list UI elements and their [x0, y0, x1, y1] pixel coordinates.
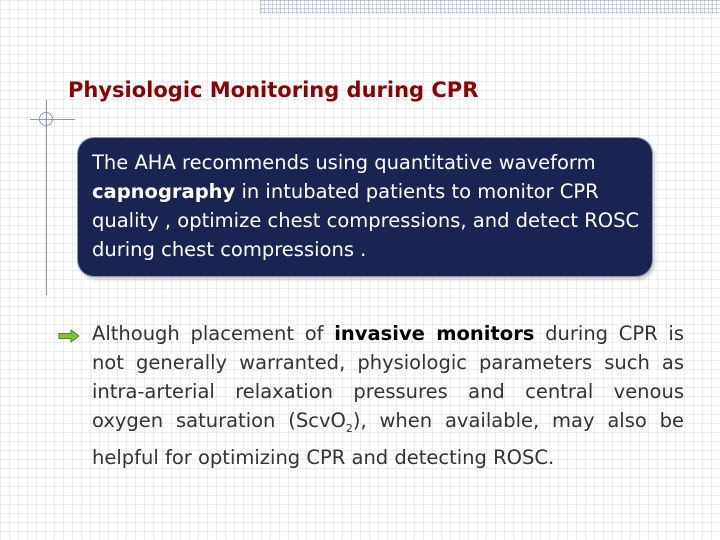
bullet-bold-term: invasive monitors [334, 322, 535, 345]
slide-title: Physiologic Monitoring during CPR [68, 78, 479, 102]
decorative-vertical-line [46, 100, 47, 295]
bullet-text-part2: during CPR is not generally warranted, physiologic parameters such as intra-arterial relaxation pressures and central venous oxygen saturation (ScvO [92, 322, 684, 432]
bullet-text-part1: Although placement of [92, 322, 335, 345]
callout-box [78, 138, 652, 276]
header-pattern [260, 0, 720, 14]
bullet-subscript: 2 [345, 421, 353, 435]
callout-text-part2: in intubated patients to monitor CPR quality , optimize chest compressions, and detect ROSC during chest compressions . [92, 180, 640, 261]
callout-text-part1: The AHA recommends using quantitative waveform [92, 151, 596, 174]
decorative-circle [39, 112, 53, 126]
bullet-text [92, 319, 684, 472]
arrow-right-icon [58, 329, 80, 343]
callout-bold-term: capnography [92, 180, 236, 203]
bullet-text-part3: ), when available, may also be helpful for optimizing CPR and detecting ROSC. [92, 409, 684, 469]
